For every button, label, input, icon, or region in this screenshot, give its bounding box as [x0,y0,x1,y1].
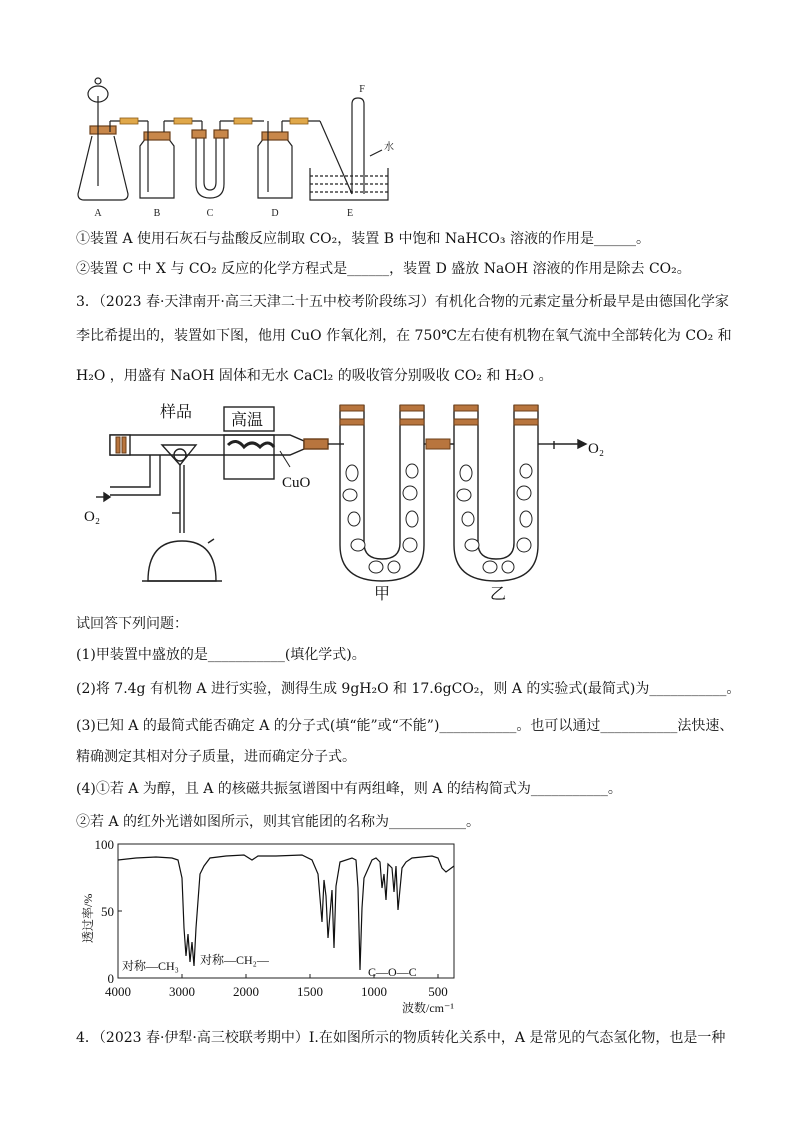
q2-line-1: ①装置 A 使用石灰石与盐酸反应制取 CO₂，装置 B 中饱和 NaHCO₃ 溶液的作用是______。 [76,231,650,247]
label-yi: 乙 [490,586,507,603]
ytick-100: 100 [94,838,114,852]
q3-sub-2: (2)将 7.4g 有机物 A 进行实验，测得生成 9gH₂O 和 17.6gCO₂，则 A 的实验式(最简式)为___________。 [76,681,741,697]
label-sample: 样品 [160,404,193,421]
q3-intro-1: 3．（2023 春·天津南开·高三天津二十五中校考阶段练习）有机化合物的元素定量分析最早是由德国化学家 [76,294,729,310]
q3-sub-1: (1)甲装置中盛放的是___________(填化学式)。 [76,647,366,663]
y-axis-label: 透过率/% [81,893,95,943]
bottle-d [258,138,292,198]
label-water: 水 [384,142,394,153]
q3-sub-4a: (4)①若 A 为醇，且 A 的核磁共振氢谱图中有两组峰，则 A 的结构简式为___________。 [76,781,622,797]
liebig-apparatus-figure [76,395,646,605]
label-high-temp: 高温 [231,412,264,429]
xtick-4000: 4000 [105,984,131,999]
annotation-ch2: 对称—CH₂— [200,953,269,967]
plot-frame [118,844,454,978]
annotation-coc: C—O—C [368,965,417,979]
u-tube-c [196,138,224,198]
ir-spectrum-figure [76,838,466,1018]
label-e: E [346,208,354,219]
flask-a [78,136,128,200]
ytick-50: 50 [101,904,114,919]
xtick-3000: 3000 [169,984,195,999]
label-jia: 甲 [374,586,391,603]
x-axis-label: 波数/cm⁻¹ [402,1001,454,1015]
xtick-1500: 1500 [297,984,323,999]
q3-sub-4b: ②若 A 的红外光谱如图所示，则其官能团的名称为___________。 [76,814,481,830]
xtick-2000: 2000 [233,984,259,999]
bottle-b [140,138,174,198]
q3-prompt: 试回答下列问题： [76,616,188,632]
label-f: F [359,84,365,95]
q3-intro-2: 李比希提出的，装置如下图，他用 CuO 作氧化剂，在 750℃左右使有机物在氧气流中全部转化为 CO₂ 和 [76,328,732,344]
label-o2-in: O₂ [84,509,101,525]
annotation-ch3: 对称—CH₃ [122,959,179,973]
label-o2-out: O₂ [588,441,605,457]
combustion-tube [110,435,304,455]
label-b: B [153,208,161,219]
collection-tube-f [352,98,364,194]
q3-sub-3a: (3)已知 A 的最简式能否确定 A 的分子式(填“能”或“不能”)___________。也可以通过___________法快速、 [76,718,734,734]
label-c: C [206,208,214,219]
xtick-1000: 1000 [361,984,387,999]
xtick-500: 500 [428,984,448,999]
q3-intro-3: H₂O ，用盛有 NaOH 固体和无水 CaCl₂ 的吸收管分别吸收 CO₂ 和 H₂O 。 [76,368,553,384]
alcohol-burner [148,541,216,581]
q4-intro: 4．（2023 春·伊犁·高三校联考期中）I.在如图所示的物质转化关系中，A 是常见的气态氢化物，也是一种 [76,1030,726,1046]
q2-line-2: ②装置 C 中 X 与 CO₂ 反应的化学方程式是______，装置 D 盛放 NaOH 溶液的作用是除去 CO₂。 [76,261,691,277]
ytick-0: 0 [107,971,114,986]
label-a: A [94,208,102,219]
ir-trace [118,855,454,970]
gas-apparatus-figure [70,76,400,222]
label-cuo: CuO [282,475,311,491]
label-d: D [271,208,279,219]
q3-sub-3b: 精确测定其相对分子质量，进而确定分子式。 [76,749,356,765]
